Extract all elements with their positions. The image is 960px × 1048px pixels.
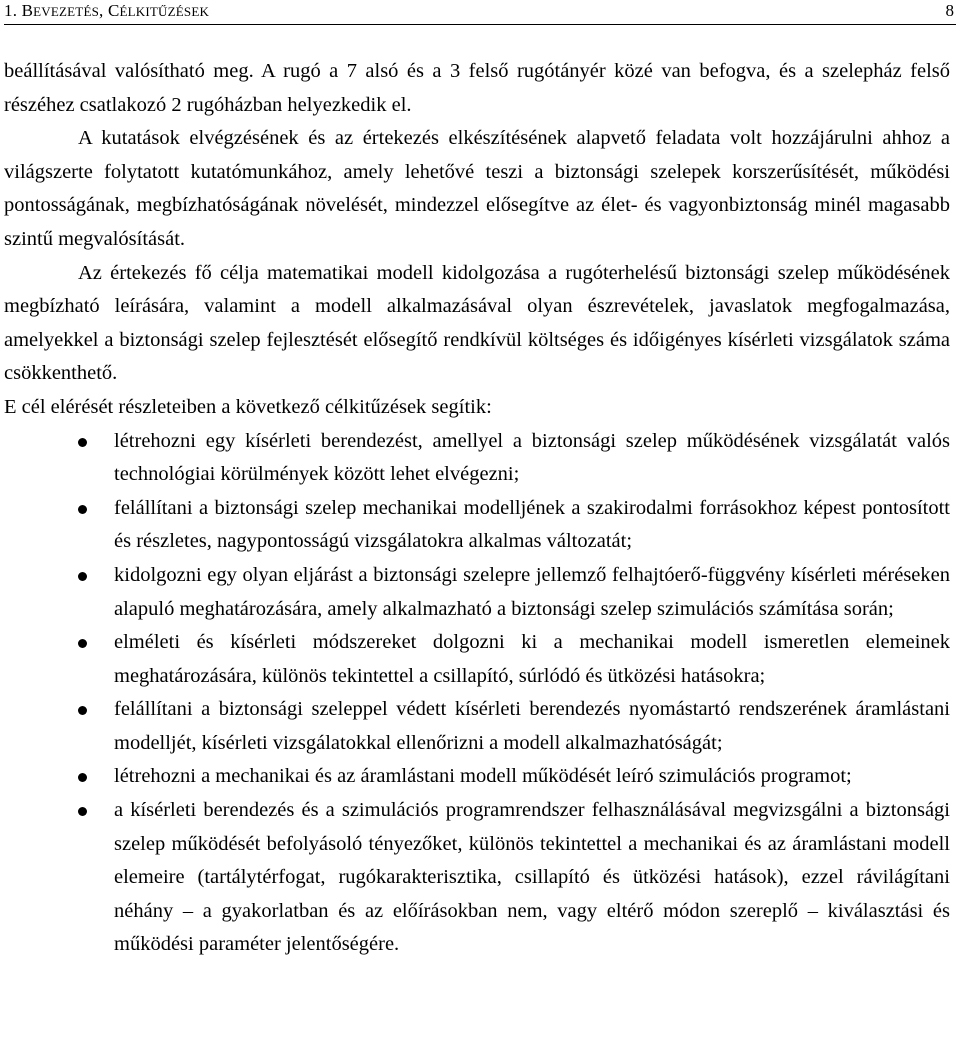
- bullet-icon: [78, 773, 87, 782]
- list-item-text: elméleti és kísérleti módszereket dolgozni ki a mechanikai modell ismeretlen elemeinek meghatározására, különös tekintettel a csillapító, súrlódó és ütközési hatásokra;: [114, 631, 950, 687]
- paragraph-research-purpose: A kutatások elvégzésének és az értekezés elkészítésének alapvető feladata volt hozzájárulni ahhoz a világszerte folytatott kutatómunkához, amely lehetővé teszi a biztonsági szelepek korszerűsítését, működési pontosságának, megbízhatóságának növelését, mindezzel elősegítve az élet- és vagyonbiztonság minél magasabb szintű megvalósítását.: [4, 127, 950, 250]
- list-item: [4, 794, 950, 962]
- bullet-icon: [78, 572, 87, 581]
- bullet-icon: [78, 807, 87, 816]
- list-item: [4, 559, 950, 626]
- bullet-icon: [78, 438, 87, 447]
- list-item-text: a kísérleti berendezés és a szimulációs programrendszer felhasználásával megvizsgálni a biztonsági szelep működését befolyásoló tényezőket, különös tekintettel a mechanikai és az áramlástani modell elemeire (tartálytérfogat, rugókarakterisztika, csillapító és ütközési hatások), ezzel rávilágítani néhány – a gyakorlatban és az előírásokban nem, vagy eltérő módon szereplő – kiválasztási és működési paraméter jelentőségére.: [114, 799, 950, 956]
- page-number: 8: [945, 1, 954, 20]
- list-item-text: kidolgozni egy olyan eljárást a biztonsági szelepre jellemző felhajtóerő-függvény kísérleti méréseken alapuló meghatározására, amely alkalmazható a biztonsági szelep szimulációs számítása során;: [114, 563, 950, 620]
- bullet-icon: [78, 505, 87, 514]
- chapter-title-part-1: EVEZETÉS: [33, 4, 100, 19]
- chapter-initial-2: C: [107, 1, 120, 20]
- page-header: [4, 0, 956, 25]
- chapter-number: 1.: [4, 1, 18, 20]
- document-body: [4, 55, 950, 962]
- list-item: [4, 760, 950, 794]
- bullet-icon: [78, 706, 87, 715]
- chapter-initial-1: B: [21, 1, 34, 20]
- chapter-separator: ,: [99, 1, 108, 20]
- list-item: [4, 425, 950, 492]
- list-item: [4, 492, 950, 559]
- bullet-icon: [78, 639, 87, 648]
- paragraph-continuation: beállításával valósítható meg. A rugó a 7 alsó és a 3 felső rugótányér közé van befogva, és a szelepház felső részéhez csatlakozó 2 rugóházban helyezkedik el.: [4, 60, 950, 116]
- list-item: [4, 693, 950, 760]
- list-item-text: létrehozni egy kísérleti berendezést, amellyel a biztonsági szelep működésének vizsgálatát valós technológiai körülmények között lehet elvégezni;: [114, 429, 950, 486]
- list-item-text: felállítani a biztonsági szelep mechanikai modelljének a szakirodalmi forrásokhoz képest pontosított és részletes, nagypontosságú vizsgálatokra alkalmas változatát;: [114, 496, 950, 553]
- list-item-text: felállítani a biztonsági szeleppel védett kísérleti berendezés nyomástartó rendszerének áramlástani modelljét, kísérleti vizsgálatokkal ellenőrizni a modell alkalmazhatóságát;: [114, 698, 950, 754]
- list-item: [4, 626, 950, 693]
- chapter-heading: [4, 0, 209, 23]
- chapter-title-part-2: ÉLKITŰZÉSEK: [119, 4, 210, 19]
- list-item-text: létrehozni a mechanikai és az áramlástani modell működését leíró szimulációs programot;: [114, 765, 852, 788]
- paragraph-main-goal: Az értekezés fő célja matematikai modell kidolgozása a rugóterhelésű biztonsági szelep működésének megbízható leírására, valamint a modell alkalmazásával olyan észrevételek, javaslatok megfogalmazása, amelyekkel a biztonsági szelep fejlesztését elősegítő rendkívül költséges és időigényes kísérleti vizsgálatok száma csökkenthető.: [4, 261, 950, 385]
- goals-list: [4, 425, 950, 963]
- paragraph-goals-intro: E cél elérését részleteiben a következő célkitűzések segítik:: [4, 395, 492, 418]
